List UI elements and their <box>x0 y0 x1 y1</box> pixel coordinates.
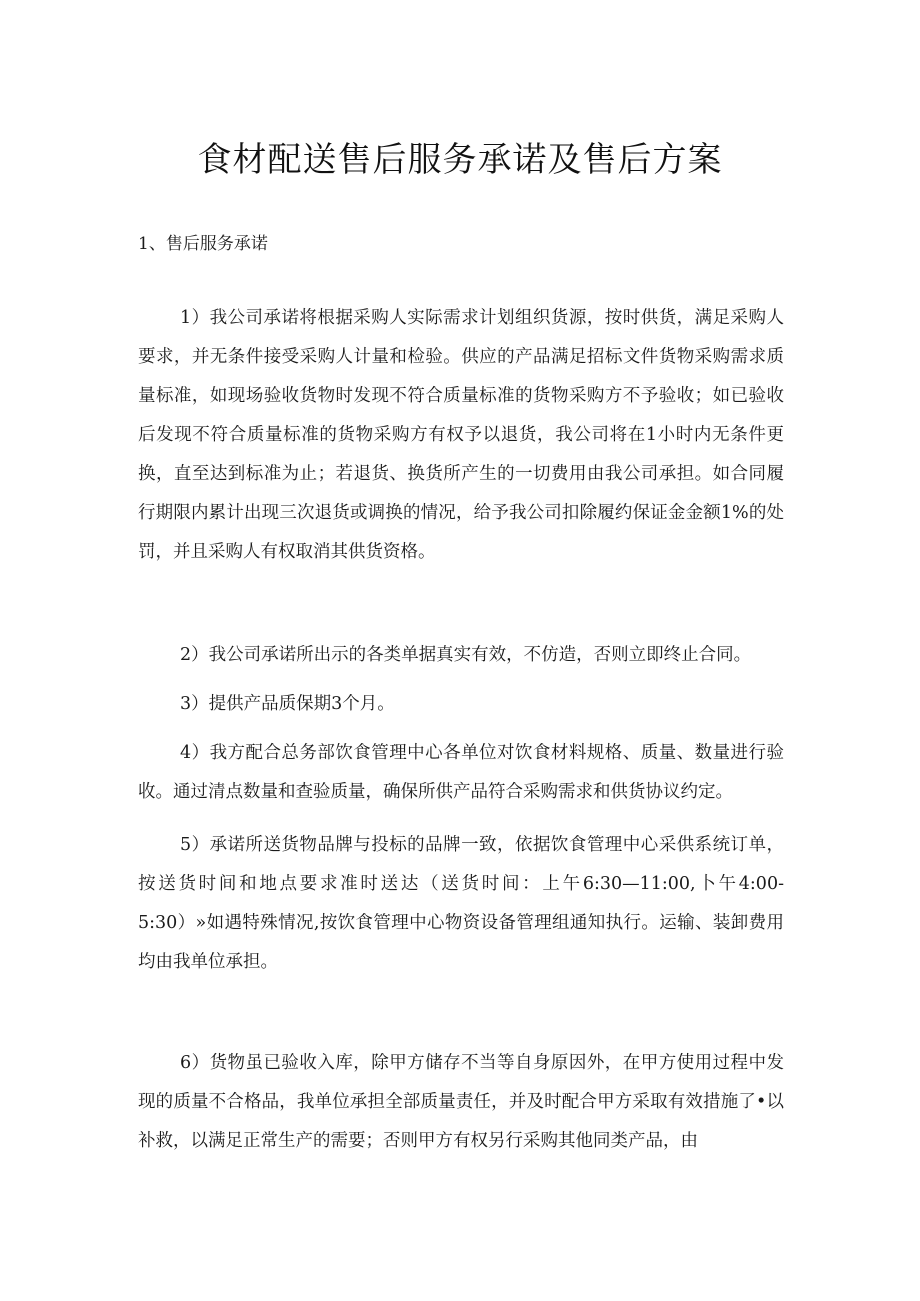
paragraph-5: 5）承诺所送货物品牌与投标的品牌一致，依据饮食管理中心采供系统订单，按送货时间和地点要求准时送达（送货时间：上午6:30—11:00,卜午4:00-5:30）»如遇特殊情况,按饮食管理中心物资设备管理组通知执行。运输、装卸费用均由我单位承担。 <box>138 835 784 972</box>
document-title: 食材配送售后服务承诺及售后方案 <box>197 140 723 180</box>
paragraph-4: 4）我方配合总务部饮食管理中心各单位对饮食材料规格、质量、数量进行验收。通过清点数量和查验质量，确保所供产品符合采购需求和供货协议约定。 <box>138 743 784 802</box>
paragraph-6: 6）货物虽已验收入库，除甲方储存不当等自身原因外，在甲方使用过程中发现的质量不合格品，我单位承担全部质量责任，并及时配合甲方采取有效措施了•以补救，以满足正常生产的需要；否则甲方有权另行采购其他同类产品，由 <box>138 1053 784 1151</box>
section-heading: 1、售后服务承诺 <box>138 234 268 254</box>
paragraph-2: 2）我公司承诺所出示的各类单据真实有效，不仿造，否则立即终止合同。 <box>180 645 752 665</box>
paragraph-1: 1）我公司承诺将根据采购人实际需求计划组织货源，按时供货，满足采购人要求，并无条件接受采购人计量和检验。供应的产品满足招标文件货物采购需求质量标准，如现场验收货物时发现不符合质量标准的货物采购方不予验收；如已验收后发现不符合质量标准的货物采购方有权予以退货，我公司将在1小时内无条件更换，直至达到标准为止；若退货、换货所产生的一切费用由我公司承担。如合同履行期限内累计出现三次退货或调换的情况，给予我公司扣除履约保证金金额1%的处罚，并且采购人有权取消其供货资格。 <box>138 308 784 562</box>
paragraph-3: 3）提供产品质保期3个月。 <box>180 694 395 714</box>
